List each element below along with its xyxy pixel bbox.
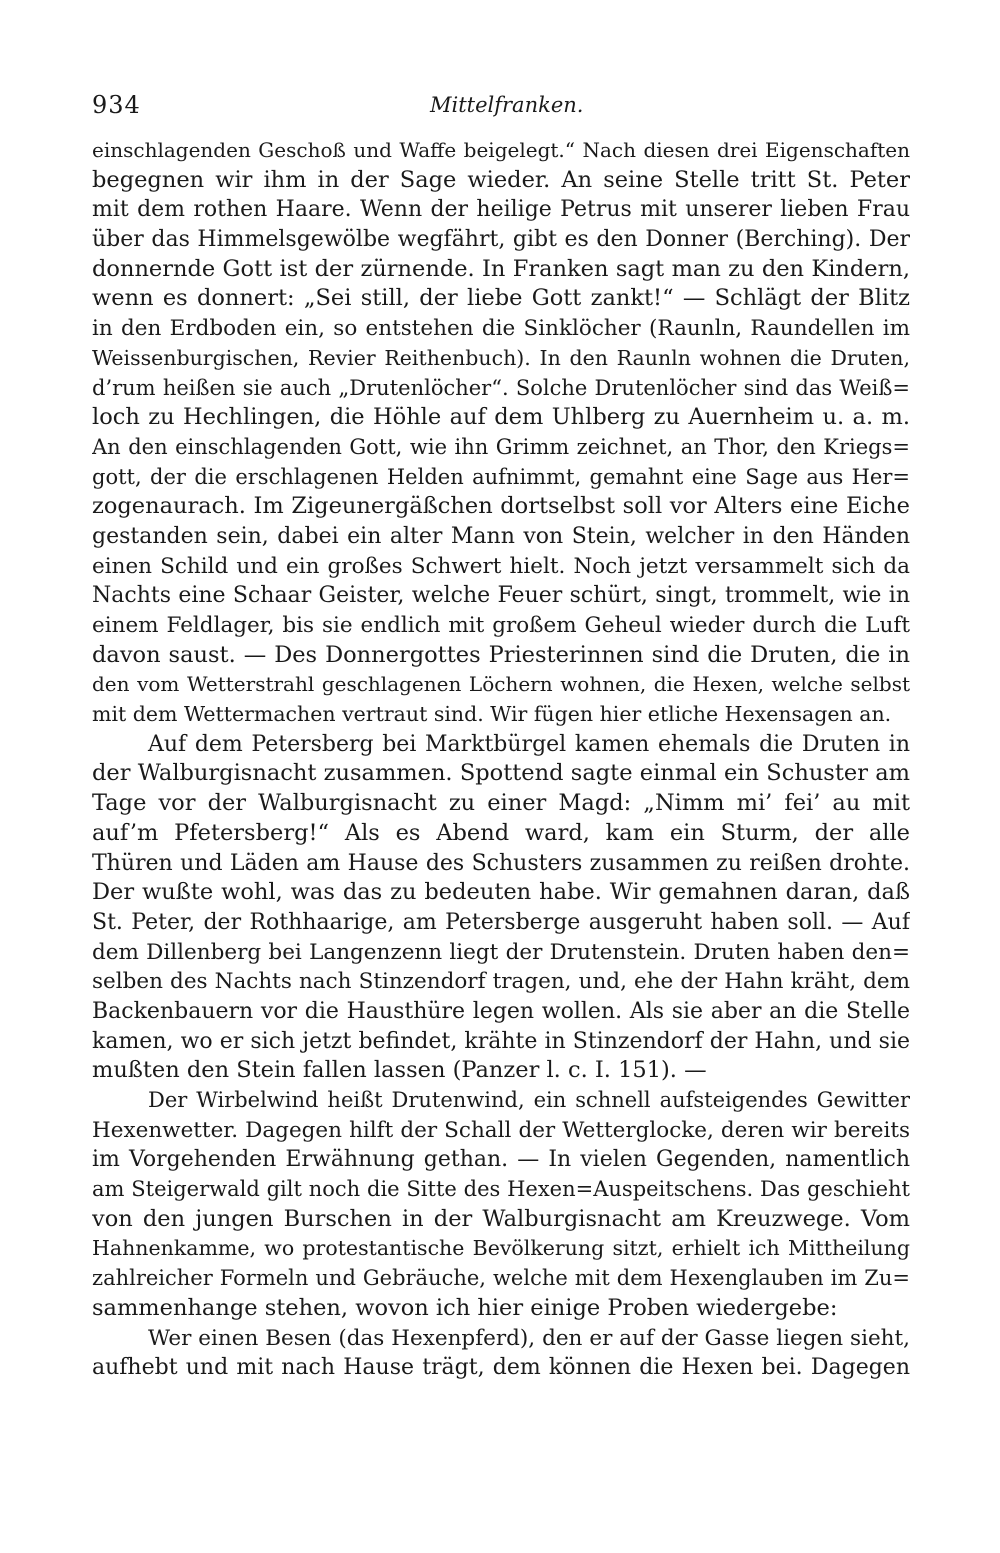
text-line: Wer einen Besen (das Hexenpferd), den er auf der Gasse liegen sieht,: [148, 1325, 910, 1351]
text-line: loch zu Hechlingen, die Höhle auf dem Uhlberg zu Auernheim u. a. m.: [92, 404, 910, 431]
text-line: An den einschlagenden Gott, wie ihn Grimm zeichnet, an Thor, den Kriegs=: [92, 434, 910, 459]
text-line: d’rum heißen sie auch „Drutenlöcher“. Solche Drutenlöcher sind das Weiß=: [92, 375, 910, 400]
text-line: Weissenburgischen, Revier Reithenbuch). In den Raunln wohnen die Druten,: [92, 345, 910, 370]
text-line: Der Wirbelwind heißt Drutenwind, ein schnell aufsteigendes Gewitter: [148, 1088, 910, 1112]
text-line: mit dem rothen Haare. Wenn der heilige Petrus mit unserer lieben Frau: [92, 197, 910, 223]
text-line: selben des Nachts nach Stinzendorf tragen, und, ehe der Hahn kräht, dem: [92, 969, 910, 995]
text-line: gott, der die erschlagenen Helden aufnimmt, gemahnt eine Sage aus Her=: [92, 464, 910, 489]
text-line: St. Peter, der Rothhaarige, am Petersberge ausgeruht haben soll. — Auf: [92, 909, 910, 935]
text-line: Nachts eine Schaar Geister, welche Feuer schürt, singt, trommelt, wie in: [92, 583, 910, 609]
text-line: Backenbauern vor die Hausthüre legen wollen. Als sie aber an die Stelle: [92, 998, 910, 1024]
page-number: 934: [92, 91, 141, 119]
text-line: Hahnenkamme, wo protestantische Bevölkerung sitzt, erhielt ich Mittheilung: [92, 1236, 910, 1261]
text-line: einen Schild und ein großes Schwert hielt. Noch jetzt versammelt sich da: [92, 553, 910, 579]
page-header: [92, 88, 910, 122]
text-line: davon saust. — Des Donnergottes Priesterinnen sind die Druten, die in: [92, 641, 910, 668]
text-line: den vom Wetterstrahl geschlagenen Löchern wohnen, die Hexen, welche selbst: [92, 672, 910, 697]
text-line: donnernde Gott ist der zürnende. In Franken sagt man zu den Kindern,: [92, 255, 910, 282]
text-line: auf’m Pfetersberg!“ Als es Abend ward, kam ein Sturm, der alle: [92, 819, 910, 846]
text-line: am Steigerwald gilt noch die Sitte des Hexen=Auspeitschens. Das geschieht: [92, 1177, 910, 1202]
text-line: aufhebt und mit nach Hause trägt, dem können die Hexen bei. Dagegen: [92, 1355, 910, 1381]
body-text: [92, 136, 910, 1383]
text-line: mußten den Stein fallen lassen (Panzer l. c. I. 151). —: [92, 1057, 707, 1084]
text-line: wenn es donnert: „Sei still, der liebe Gott zankt!“ — Schlägt der Blitz: [92, 285, 910, 312]
text-line: mit dem Wettermachen vertraut sind. Wir fügen hier etliche Hexensagen an.: [92, 702, 892, 727]
text-line: Auf dem Petersberg bei Marktbürgel kamen ehemals die Druten in: [148, 731, 910, 757]
text-line: Der wußte wohl, was das zu bedeuten habe. Wir gemahnen daran, daß: [92, 879, 910, 906]
running-head: Mittelfranken.: [430, 93, 584, 117]
text-line: über das Himmelsgewölbe wegfährt, gibt es den Donner (Berching). Der: [92, 227, 910, 253]
text-line: einschlagenden Geschoß und Waffe beigelegt.“ Nach diesen drei Eigenschaften: [92, 138, 910, 162]
text-line: kamen, wo er sich jetzt befindet, krähte in Stinzendorf der Hahn, und sie: [92, 1028, 910, 1054]
text-line: begegnen wir ihm in der Sage wieder. An seine Stelle tritt St. Peter: [92, 166, 910, 193]
text-line: gestanden sein, dabei ein alter Mann von Stein, welcher in den Händen: [92, 523, 910, 549]
text-line: zahlreicher Formeln und Gebräuche, welche mit dem Hexenglauben im Zu=: [92, 1266, 910, 1291]
text-line: Thüren und Läden am Hause des Schusters zusammen zu reißen drohte.: [92, 850, 910, 876]
text-line: der Walburgisnacht zusammen. Spottend sagte einmal ein Schuster am: [92, 760, 910, 787]
text-line: Hexenwetter. Dagegen hilft der Schall der Wetterglocke, deren wir bereits: [92, 1117, 910, 1143]
text-line: in den Erdboden ein, so entstehen die Sinklöcher (Raunln, Raundellen im: [92, 316, 910, 342]
text-line: Tage vor der Walburgisnacht zu einer Magd: „Nimm mi’ fei’ au mit: [92, 790, 910, 817]
text-line: einem Feldlager, bis sie endlich mit großem Geheul wieder durch die Luft: [92, 613, 910, 638]
text-line: von den jungen Burschen in der Walburgisnacht am Kreuzwege. Vom: [92, 1205, 910, 1232]
text-line: dem Dillenberg bei Langenzenn liegt der Drutenstein. Druten haben den=: [92, 939, 910, 965]
text-line: zogenaurach. Im Zigeunergäßchen dortselbst soll vor Alters eine Eiche: [92, 493, 910, 520]
text-line: im Vorgehenden Erwähnung gethan. — In vielen Gegenden, namentlich: [92, 1147, 910, 1173]
text-line: sammenhange stehen, wovon ich hier einige Proben wiedergebe:: [92, 1294, 838, 1321]
